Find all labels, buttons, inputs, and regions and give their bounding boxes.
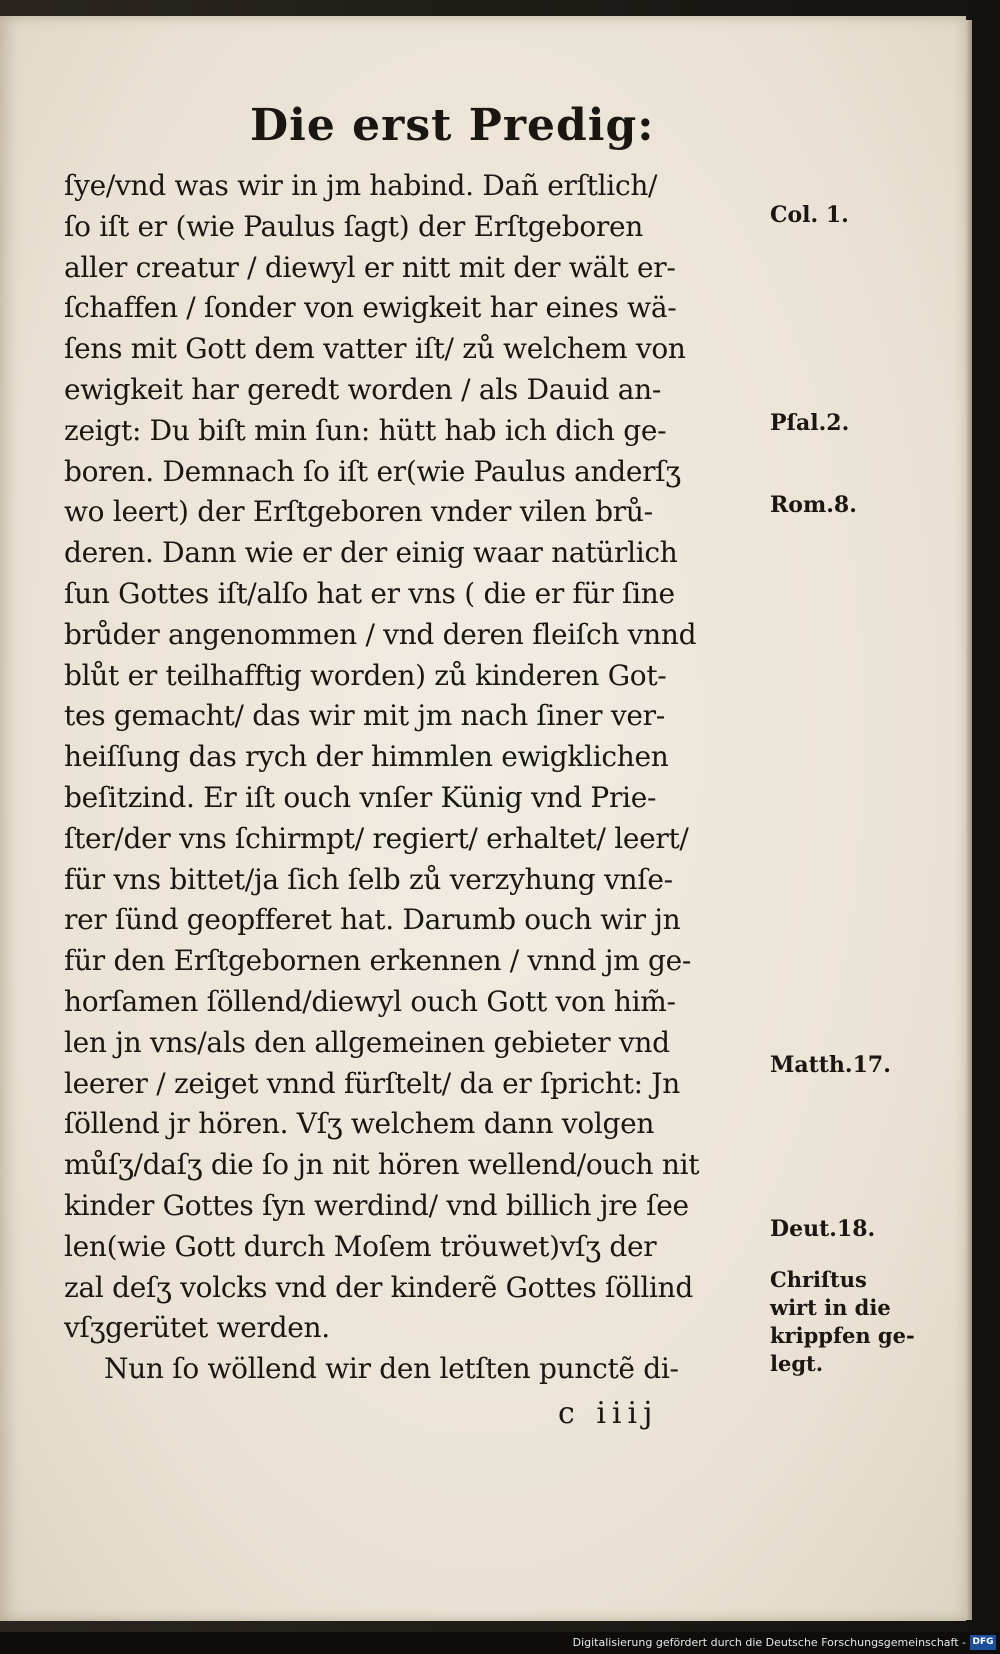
text-line-16: beſitzind. Er iſt ouch vnſer Künig vnd Prie- (64, 780, 657, 814)
footer-credit: Digitalisierung gefördert durch die Deutsche Forschungsgemeinschaft - (572, 1636, 966, 1649)
text-line-24: ſöllend jr hören. Vſʒ welchem dann volgen (64, 1107, 655, 1141)
text-line-23: leerer / zeiget vnnd fürſtelt/ da er ſpricht: Jn (64, 1066, 680, 1100)
text-line-22: len jn vns/als den allgemeinen gebieter vnd (64, 1025, 670, 1059)
body-text (64, 166, 764, 1390)
signature-mark: c iiij (558, 1396, 659, 1431)
text-line-13: blůt er teilhafftig worden) zů kinderen Got- (64, 658, 667, 692)
text-line-17: ſter/der vns ſchirmpt/ regiert/ erhaltet/ leert/ (64, 821, 689, 855)
text-line-15: heiſſung das rych der himmlen ewigklichen (64, 740, 669, 774)
text-line-29: vſʒgerütet werden. (64, 1311, 330, 1345)
margin-note-christus-line-4: legt. (770, 1351, 824, 1376)
text-line-12: brůder angenommen / vnd deren fleiſch vnnd (64, 617, 697, 651)
margin-note-christus-line-3: krippfen ge- (770, 1323, 915, 1348)
text-line-4: ſchaffen / ſonder von ewigkeit har eines wä- (64, 291, 677, 325)
margin-note-col: Col. 1. (770, 202, 849, 228)
margin-note-christus (770, 1266, 915, 1378)
margin-note-christus-line-2: wirt in die (770, 1295, 891, 1320)
text-line-28: zal deſʒ volcks vnd der kinderẽ Gottes ſöllind (64, 1270, 693, 1304)
text-line-5: ſens mit Gott dem vatter iſt/ zů welchem von (64, 332, 686, 366)
text-line-19: rer ſünd geopfferet hat. Darumb ouch wir jn (64, 903, 681, 937)
margin-note-rom: Rom.8. (770, 492, 857, 518)
text-line-14: tes gemacht/ das wir mit jm nach ſiner ver- (64, 699, 665, 733)
margin-note-psal: Pſal.2. (770, 410, 850, 436)
margin-note-deut: Deut.18. (770, 1216, 876, 1242)
text-line-9: wo leert) der Erſtgeboren vnder vilen brů- (64, 495, 653, 529)
text-line-30: Nun ſo wöllend wir den letſten punctẽ di- (104, 1352, 679, 1386)
text-line-27: len(wie Gott durch Moſem tröuwet)vſʒ der (64, 1229, 657, 1263)
text-line-8: boren. Demnach ſo iſt er(wie Paulus anderſʒ (64, 454, 681, 488)
text-line-10: deren. Dann wie er der einig waar natürlich (64, 536, 678, 570)
text-line-11: ſun Gottes iſt/alſo hat er vns ( die er für ſine (64, 576, 675, 610)
footer-bar (0, 1632, 1000, 1654)
running-head: Die erst Predig: (250, 100, 655, 151)
margin-note-christus-line-1: Chriſtus (770, 1267, 867, 1292)
book-page (0, 16, 966, 1621)
text-line-7: zeigt: Du biſt min ſun: hütt hab ich dich ge- (64, 413, 667, 447)
page-edge (966, 20, 972, 1620)
text-line-26: kinder Gottes ſyn werdind/ vnd billich jre ſee (64, 1188, 689, 1222)
text-line-3: aller creatur / diewyl er nitt mit der wält er- (64, 250, 676, 284)
text-line-25: můſʒ/daſʒ die ſo jn nit hören wellend/ouch nit (64, 1148, 700, 1182)
text-line-18: für vns bittet/ja ſich ſelb zů verzyhung vnſe- (64, 862, 673, 896)
text-line-1: ſye/vnd was wir in jm habind. Dañ erſtlich/ (64, 169, 658, 202)
dfg-logo: DFG (970, 1635, 996, 1650)
margin-note-matth: Matth.17. (770, 1052, 891, 1078)
text-line-6: ewigkeit har geredt worden / als Dauid an- (64, 372, 662, 406)
text-line-20: für den Erſtgebornen erkennen / vnnd jm ge- (64, 944, 692, 978)
text-line-2: ſo iſt er (wie Paulus ſagt) der Erſtgeboren (64, 209, 643, 243)
text-line-21: horſamen ſöllend/diewyl ouch Gott von him̃- (64, 984, 676, 1018)
